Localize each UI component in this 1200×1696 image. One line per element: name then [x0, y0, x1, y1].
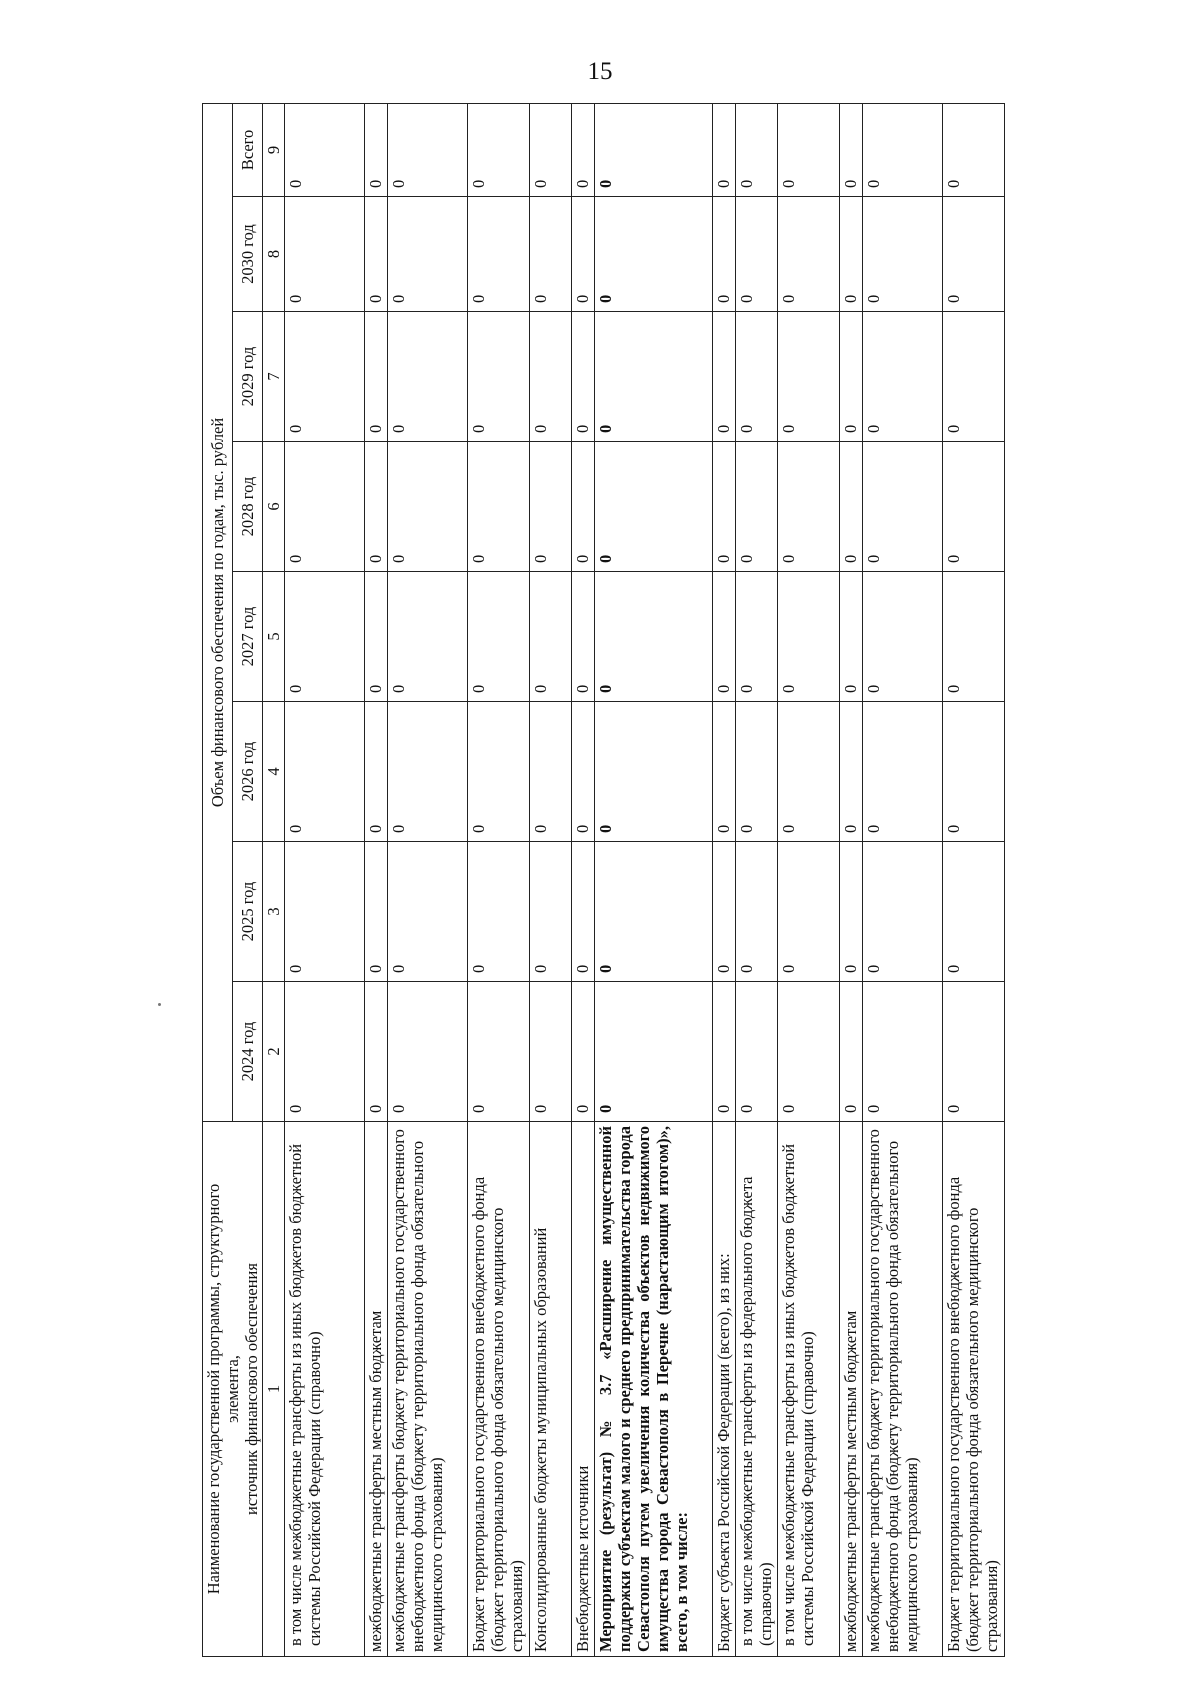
row-value-cell: 0 [572, 842, 595, 982]
row-source-name: Бюджет субъекта Российской Федерации (всего), из них: [713, 1122, 736, 1657]
row-value-cell: 0 [713, 197, 736, 312]
row-value-cell: 0 [365, 312, 388, 442]
table-row [778, 103, 840, 1656]
column-index: 5 [263, 572, 285, 702]
row-value-cell: 0 [468, 572, 530, 702]
header-total: Всего [233, 103, 263, 196]
table-frame [202, 104, 1200, 1657]
row-value-cell: 0 [863, 312, 943, 442]
row-value-cell: 0 [736, 572, 778, 702]
row-value-cell: 0 [595, 312, 713, 442]
header-year: 2030 год [233, 197, 263, 312]
row-value-cell: 0 [863, 442, 943, 572]
row-value-cell: 0 [943, 842, 1005, 982]
table-row [572, 103, 595, 1656]
row-value-cell: 0 [285, 103, 365, 196]
row-value-cell: 0 [840, 982, 863, 1122]
row-value-cell: 0 [468, 982, 530, 1122]
table-row [595, 103, 713, 1656]
row-value-cell: 0 [388, 702, 468, 842]
row-source-name: межбюджетные трансферты бюджету территориального государственного внебюджетного фонда (бюджету территориального фонда обязательного медицинского страхования) [863, 1122, 943, 1657]
row-value-cell: 0 [736, 197, 778, 312]
row-value-cell: 0 [595, 442, 713, 572]
row-value-cell: 0 [468, 702, 530, 842]
column-index: 3 [263, 842, 285, 982]
row-value-cell: 0 [943, 702, 1005, 842]
row-value-cell: 0 [285, 842, 365, 982]
row-value-cell: 0 [365, 572, 388, 702]
row-value-cell: 0 [530, 312, 572, 442]
row-value-cell: 0 [285, 442, 365, 572]
row-value-cell: 0 [468, 197, 530, 312]
row-value-cell: 0 [863, 842, 943, 982]
row-value-cell: 0 [736, 312, 778, 442]
row-value-cell: 0 [736, 702, 778, 842]
table-row [468, 103, 530, 1656]
row-value-cell: 0 [943, 312, 1005, 442]
header-name-cell [203, 1122, 263, 1657]
row-value-cell: 0 [778, 197, 840, 312]
row-value-cell: 0 [863, 103, 943, 196]
row-value-cell: 0 [778, 103, 840, 196]
row-value-cell: 0 [365, 982, 388, 1122]
row-value-cell: 0 [388, 197, 468, 312]
row-value-cell: 0 [530, 842, 572, 982]
column-index: 2 [263, 982, 285, 1122]
row-value-cell: 0 [863, 572, 943, 702]
header-name-line1: Наименование государственной программы, структурного [204, 1183, 223, 1595]
row-value-cell: 0 [468, 842, 530, 982]
row-value-cell: 0 [713, 702, 736, 842]
row-value-cell: 0 [285, 572, 365, 702]
header-year: 2028 год [233, 442, 263, 572]
row-value-cell: 0 [530, 982, 572, 1122]
row-value-cell: 0 [595, 572, 713, 702]
row-value-cell: 0 [388, 842, 468, 982]
row-value-cell: 0 [778, 702, 840, 842]
header-year: 2025 год [233, 842, 263, 982]
row-value-cell: 0 [778, 312, 840, 442]
row-value-cell: 0 [388, 312, 468, 442]
row-value-cell: 0 [468, 103, 530, 196]
column-index-row [263, 103, 285, 1656]
table-row [285, 103, 365, 1656]
header-name-line2: элемента, [223, 1355, 242, 1423]
table-row [388, 103, 468, 1656]
row-value-cell: 0 [736, 982, 778, 1122]
row-value-cell: 0 [388, 442, 468, 572]
row-value-cell: 0 [713, 842, 736, 982]
row-source-name: в том числе межбюджетные трансферты из иных бюджетов бюджетной системы Российской Федерации (справочно) [778, 1122, 840, 1657]
row-source-name: Бюджет территориального государственного внебюджетного фонда (бюджет территориального фонда обязательного медицинского страхования) [943, 1122, 1005, 1657]
row-value-cell: 0 [713, 103, 736, 196]
header-year: 2024 год [233, 982, 263, 1122]
row-value-cell: 0 [365, 442, 388, 572]
row-source-name: межбюджетные трансферты местным бюджетам [365, 1122, 388, 1657]
row-value-cell: 0 [530, 197, 572, 312]
row-source-name: межбюджетные трансферты бюджету территориального государственного внебюджетного фонда (бюджету территориального фонда обязательного медицинского страхования) [388, 1122, 468, 1657]
row-value-cell: 0 [943, 442, 1005, 572]
row-value-cell: 0 [840, 842, 863, 982]
column-index: 4 [263, 702, 285, 842]
row-value-cell: 0 [468, 442, 530, 572]
row-value-cell: 0 [595, 197, 713, 312]
row-value-cell: 0 [778, 842, 840, 982]
row-value-cell: 0 [572, 312, 595, 442]
row-source-name: в том числе межбюджетные трансферты из федерального бюджета (справочно) [736, 1122, 778, 1657]
table-row [840, 103, 863, 1656]
row-value-cell: 0 [713, 442, 736, 572]
scan-speck [158, 1003, 161, 1006]
row-value-cell: 0 [840, 312, 863, 442]
row-value-cell: 0 [840, 197, 863, 312]
row-value-cell: 0 [863, 702, 943, 842]
row-value-cell: 0 [863, 197, 943, 312]
row-value-cell: 0 [778, 982, 840, 1122]
row-value-cell: 0 [595, 702, 713, 842]
column-index: 9 [263, 103, 285, 196]
row-value-cell: 0 [468, 312, 530, 442]
row-value-cell: 0 [943, 982, 1005, 1122]
row-value-cell: 0 [943, 103, 1005, 196]
row-value-cell: 0 [572, 103, 595, 196]
row-value-cell: 0 [863, 982, 943, 1122]
header-year: 2026 год [233, 702, 263, 842]
row-value-cell: 0 [713, 572, 736, 702]
table-row [863, 103, 943, 1656]
table-body [285, 103, 1005, 1656]
row-value-cell: 0 [365, 702, 388, 842]
row-value-cell: 0 [285, 197, 365, 312]
row-value-cell: 0 [530, 572, 572, 702]
row-value-cell: 0 [595, 982, 713, 1122]
row-value-cell: 0 [285, 702, 365, 842]
row-value-cell: 0 [388, 572, 468, 702]
row-value-cell: 0 [736, 103, 778, 196]
table-row [713, 103, 736, 1656]
row-value-cell: 0 [943, 197, 1005, 312]
row-value-cell: 0 [778, 442, 840, 572]
row-value-cell: 0 [285, 312, 365, 442]
row-value-cell: 0 [285, 982, 365, 1122]
row-source-name: Внебюджетные источники [572, 1122, 595, 1657]
row-value-cell: 0 [572, 982, 595, 1122]
row-value-cell: 0 [840, 572, 863, 702]
header-year: 2029 год [233, 312, 263, 442]
row-source-name: межбюджетные трансферты местным бюджетам [840, 1122, 863, 1657]
row-value-cell: 0 [840, 442, 863, 572]
row-source-name: Мероприятие (результат) № 3.7 «Расширение имущественной поддержки субъектам малого и среднего предпринимательства города Севастополя путем увеличения количества объектов недвижимого имущества города Севастополя в Перечне (нарастающим итогом)», всего, в том числе: [595, 1122, 713, 1657]
column-index: 7 [263, 312, 285, 442]
column-index: 6 [263, 442, 285, 572]
table-row [943, 103, 1005, 1656]
row-value-cell: 0 [840, 103, 863, 196]
table-row [736, 103, 778, 1656]
row-source-name: Консолидированные бюджеты муниципальных образований [530, 1122, 572, 1657]
row-value-cell: 0 [572, 197, 595, 312]
row-value-cell: 0 [778, 572, 840, 702]
header-year: 2027 год [233, 572, 263, 702]
row-value-cell: 0 [736, 842, 778, 982]
row-value-cell: 0 [365, 103, 388, 196]
row-value-cell: 0 [365, 842, 388, 982]
row-value-cell: 0 [713, 982, 736, 1122]
row-value-cell: 0 [365, 197, 388, 312]
header-row-top [203, 103, 233, 1656]
row-value-cell: 0 [572, 702, 595, 842]
column-index: 1 [263, 1122, 285, 1657]
column-index: 8 [263, 197, 285, 312]
table-row [530, 103, 572, 1656]
row-value-cell: 0 [530, 702, 572, 842]
row-source-name: в том числе межбюджетные трансферты из иных бюджетов бюджетной системы Российской Федерации (справочно) [285, 1122, 365, 1657]
row-value-cell: 0 [388, 103, 468, 196]
table-row [365, 103, 388, 1656]
row-value-cell: 0 [595, 842, 713, 982]
row-value-cell: 0 [736, 442, 778, 572]
page-number: 15 [587, 58, 613, 85]
row-value-cell: 0 [572, 442, 595, 572]
row-value-cell: 0 [595, 103, 713, 196]
header-name-line3: источник финансового обеспечения [242, 1263, 261, 1515]
row-value-cell: 0 [572, 572, 595, 702]
header-volume-title: Объем финансового обеспечения по годам, тыс. рублей [203, 103, 233, 1121]
row-value-cell: 0 [713, 312, 736, 442]
row-value-cell: 0 [840, 702, 863, 842]
row-value-cell: 0 [530, 442, 572, 572]
row-value-cell: 0 [530, 103, 572, 196]
row-source-name: Бюджет территориального государственного внебюджетного фонда (бюджет территориального фонда обязательного медицинского страхования) [468, 1122, 530, 1657]
rotated-table-wrapper [202, 104, 1009, 1657]
financing-table [202, 103, 1005, 1657]
row-value-cell: 0 [943, 572, 1005, 702]
row-value-cell: 0 [388, 982, 468, 1122]
